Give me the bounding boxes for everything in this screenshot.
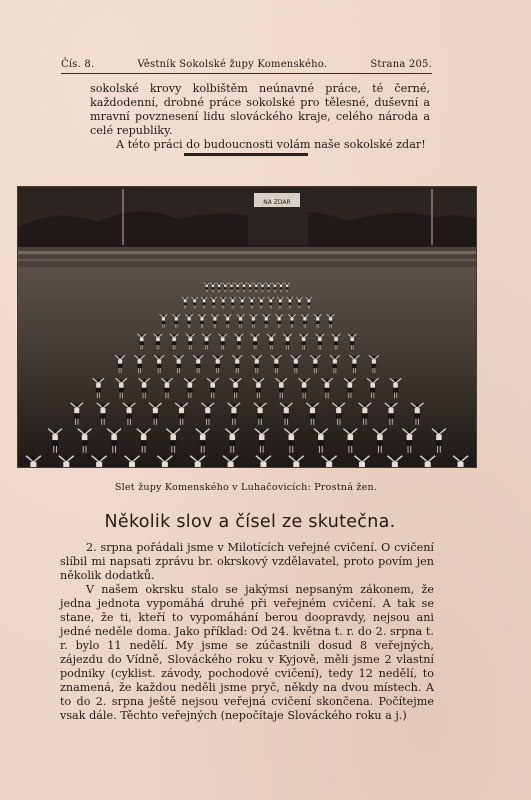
banner-text: NA ZDAR <box>263 199 291 206</box>
photo-caption: Slet župy Komenského v Luhačovicích: Prostná žen. <box>114 482 378 493</box>
section-divider <box>184 153 308 156</box>
publication-title: Věstník Sokolské župy Komenského. <box>137 59 328 70</box>
issue-number: Čís. 8. <box>61 59 95 70</box>
article-body <box>60 541 434 723</box>
intro-text <box>90 82 430 152</box>
article-paragraph-2: V našem okrsku stalo se jakýmsi nepsaným zákonem, že jedna jednota vypomáhá druhé při veřejném cvičení. A tak se stane, že ti, kteří to vypomáhání berou doopravdy, nejsou ani jedné neděle doma. Jako příklad: Od 24. května t. r. do 2. srpna t. r. bylo 11 nedělí. My jsme se zúčastnili dosud 8 veřejných, zájezdu do Vídně, Slováckého roku v Kyjově, měli jsme 2 vlastní podniky (cyklist. závody, pochodové cvičení), tedy 12 nedělí, to znamená, že každou neděli jsme pryč, někdy na dvou místech. A to do 2. srpna ještě nejsou veřejná cvičení skončena. Počítejme vsak dále. Těchto veřejných (nepočítaje Slováckého roku a j.) <box>60 583 434 722</box>
page-number: Strana 205. <box>370 59 432 70</box>
gymnastics-photo <box>17 186 477 468</box>
photo-image <box>18 187 476 467</box>
header-rule <box>61 73 432 74</box>
running-head <box>61 59 432 70</box>
article-title: Několik slov a čísel ze skutečna. <box>104 512 396 532</box>
article-paragraph-1: 2. srpna pořádali jsme v Milotících veřejné cvičení. O cvičení slíbil mi napsati zprávu br. okrskový vzdělavatel, proto povím jen několik dodatků. <box>60 541 434 582</box>
closing-salute: A této práci do budoucnosti volám naše sokolské zdar! <box>116 138 426 151</box>
intro-paragraph: sokolské krovy kolbištěm neúnavné práce, té černé, každodenní, drobné práce sokolské pro tělesné, duševní a mravní povznesení lidu slováckého kraje, celého národa a celé republiky. <box>90 82 430 137</box>
